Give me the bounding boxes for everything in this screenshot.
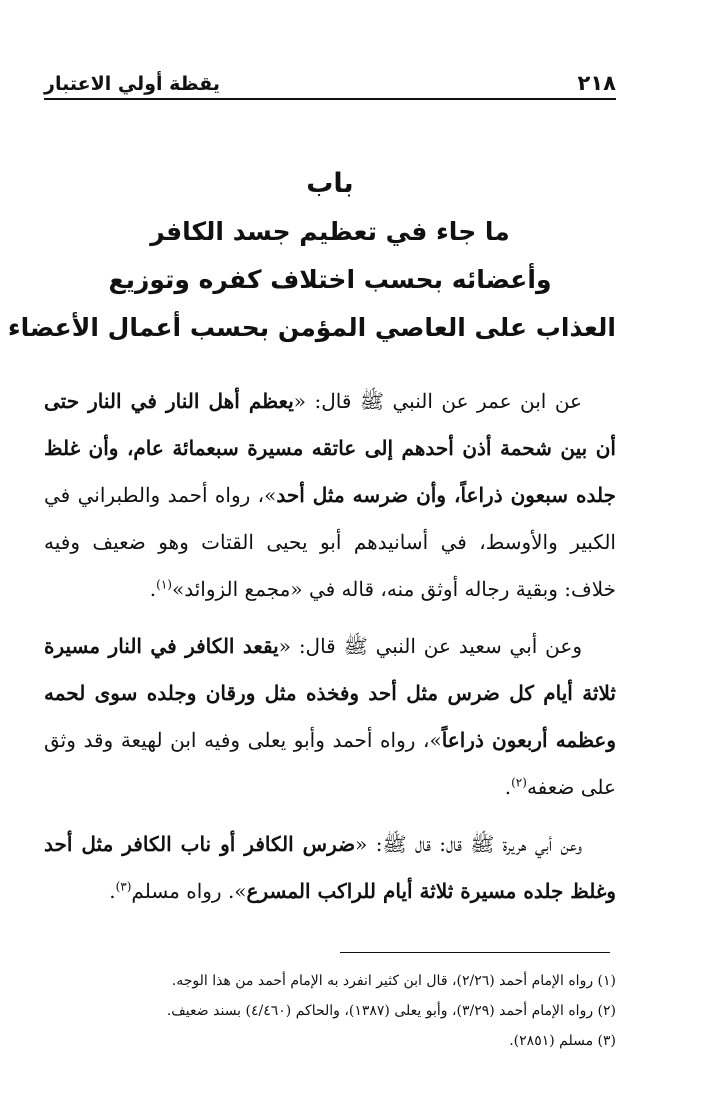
footnote-2: (٢) رواه الإمام أحمد (٣/٢٩)، وأبو يعلى (١٣٨٧)، والحاكم (٤/٤٦٠) بسند ضعيف. [166,1003,616,1019]
chapter-title-line-2: وأعضائه بحسب اختلاف كفره وتوزيع [108,265,552,294]
chapter-label: باب [306,168,354,199]
footnotes [44,966,616,1056]
paragraph-commentary: ». رواه مسلم [131,879,247,903]
footnote-divider [340,952,610,953]
paragraph-intro: وعن أبي سعيد عن النبي ﷺ قال: « [278,634,583,658]
hadith-quote: ضرس الكافر أو ناب الكافر مثل أحد وغلظ جلده مسيرة ثلاثة أيام للراكب المسرع [44,832,616,903]
paragraph-end: . [504,775,512,799]
footnote-3: (٣) مسلم (٢٨٥١). [509,1033,616,1049]
paragraph-intro: وعن أبي هريرة ﷺ قال: قال ﷺ: « [355,832,583,856]
book-title: يقظة أولي الاعتبار [44,73,220,95]
chapter-title-line-1: ما جاء في تعظيم جسد الكافر [150,217,510,246]
paragraph-end: . [149,577,157,601]
chapter-heading [7,160,616,352]
footnote-reference-3: (٣) [115,879,132,894]
hadith-paragraph-2 [44,623,616,811]
paragraph-intro: عن ابن عمر عن النبي ﷺ قال: « [293,389,582,413]
paragraph-end: . [109,879,116,903]
footnote-reference-1: (١) [156,577,172,592]
page-number: ٢١٨ [577,71,616,95]
hadith-quote: يقعد الكافر في النار مسيرة ثلاثة أيام كل ضرس مثل أحد وفخذه مثل ورقان وجلده سوى لحمه وعظمه أربعون ذراعاً [44,634,616,752]
hadith-paragraph-1 [44,378,616,613]
hadith-paragraph-3 [44,821,616,915]
hadith-quote: يعظم أهل النار في النار حتى أن بين شحمة أذن أحدهم إلى عاتقه مسيرة سبعمائة عام، وأن غلظ جلده سبعون ذراعاً، وأن ضرسه مثل أحد [44,389,617,507]
body-text [44,378,616,925]
paragraph-commentary: »، رواه أحمد والطبراني في الكبير والأوسط، في أسانيدهم أبو يحيى القتات وهو ضعيف وفيه خلاف: وبقية رجاله أوثق منه، قاله في «مجمع الزوائد» [44,483,616,601]
chapter-title-line-3: العذاب على العاصي المؤمن بحسب أعمال الأعضاء [7,313,616,342]
footnote-1: (١) رواه الإمام أحمد (٢/٢٦)، قال ابن كثير انفرد به الإمام أحمد من هذا الوجه. [171,973,616,989]
paragraph-commentary: »، رواه أحمد وأبو يعلى وفيه ابن لهيعة وقد وثق على ضعفه [44,728,616,799]
running-header [44,62,616,100]
footnote-reference-2: (٢) [511,775,527,790]
